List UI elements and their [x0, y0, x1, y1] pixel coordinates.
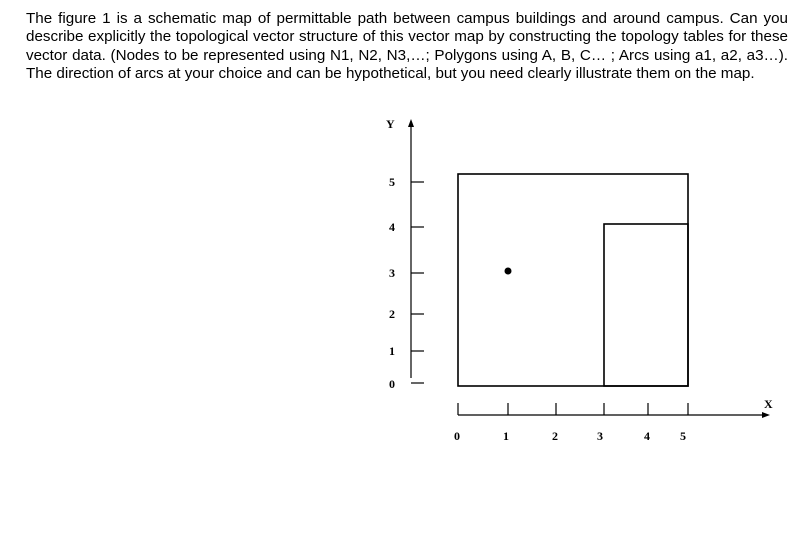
x-axis-arrow [762, 412, 770, 418]
y-tick-label: 5 [389, 175, 395, 189]
x-tick-label: 4 [644, 429, 650, 443]
x-tick-label: 1 [503, 429, 509, 443]
x-axis-label: X [764, 397, 773, 411]
x-tick-labels [454, 429, 686, 443]
y-tick-labels [389, 175, 395, 391]
map-paths [458, 174, 688, 386]
x-tick-label: 2 [552, 429, 558, 443]
y-tick-marks [411, 182, 424, 383]
x-tick-label: 5 [680, 429, 686, 443]
inner-building-rectangle [604, 224, 688, 386]
y-tick-label: 2 [389, 307, 395, 321]
question-text: The figure 1 is a schematic map of permittable path between campus buildings and around campus. Can you describe explicitly the topological vector structure of this vector map by constructing the topology tables for these vector data. (Nodes to be represented using N1, N2, N3,…; Polygons using A, B, C… ; Arcs using a1, a2, a3…). The direction of arcs at your choice and can be hypothetical, but you need clearly illustrate them on the map. [26, 10, 788, 83]
y-tick-label: 0 [389, 377, 395, 391]
x-axis [454, 397, 773, 443]
y-tick-label: 3 [389, 266, 395, 280]
y-axis [386, 117, 424, 391]
x-tick-label: 0 [454, 429, 460, 443]
x-tick-label: 3 [597, 429, 603, 443]
y-tick-label: 4 [389, 220, 395, 234]
outer-path-rectangle [458, 174, 688, 386]
y-tick-label: 1 [389, 344, 395, 358]
y-axis-label: Y [386, 117, 395, 131]
point-feature [505, 268, 512, 275]
y-axis-arrow [408, 119, 414, 127]
x-tick-marks [458, 403, 688, 415]
